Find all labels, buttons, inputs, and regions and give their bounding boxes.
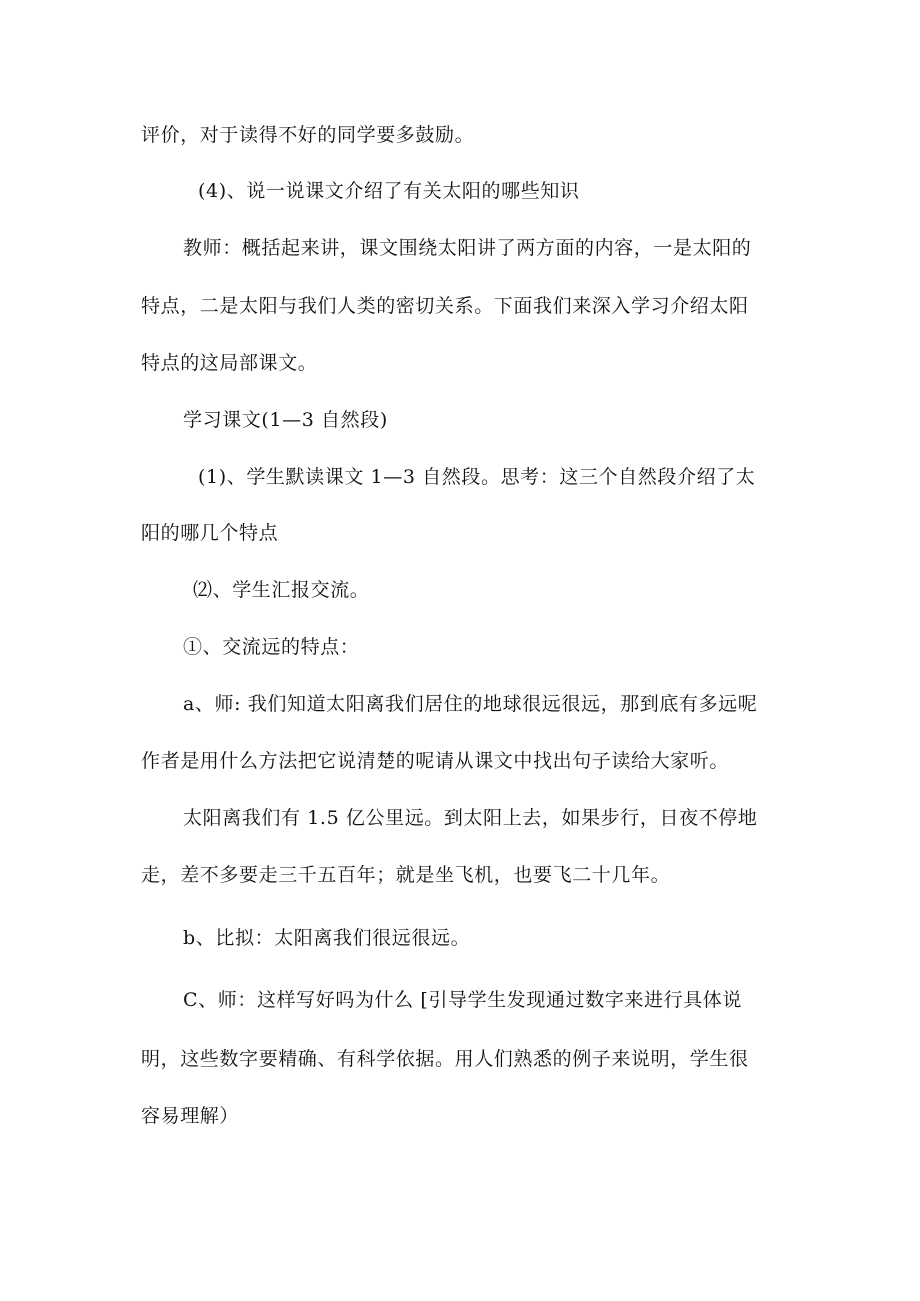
text-line: ①、交流远的特点：: [183, 636, 360, 658]
text-line: a、师: 我们知道太阳离我们居住的地球很远很远，那到底有多远呢: [183, 693, 758, 715]
text-line: (1)、学生默读课文 1—3 自然段。思考：这三个自然段介绍了太: [198, 466, 756, 488]
text-line: 特点，二是太阳与我们人类的密切关系。下面我们来深入学习介绍太阳: [141, 295, 749, 317]
text-line: 学习课文(1—3 自然段): [183, 409, 388, 431]
text-line: (4)、说一说课文介绍了有关太阳的哪些知识: [198, 180, 580, 202]
text-line: 容易理解）: [141, 1105, 240, 1127]
text-line: b、比拟：太阳离我们很远很远。: [183, 927, 471, 949]
text-line: 评价，对于读得不好的同学要多鼓励。: [141, 124, 475, 146]
text-line: C、师：这样写好吗为什么 [引导学生发现通过数字来进行具体说: [183, 989, 742, 1011]
text-line: 太阳离我们有 1.5 亿公里远。到太阳上去，如果步行，日夜不停地: [183, 807, 758, 829]
text-line: 作者是用什么方法把它说清楚的呢请从课文中找出句子读给大家听。: [141, 750, 730, 772]
text-line: 阳的哪几个特点: [141, 522, 279, 544]
text-line: ⑵、学生汇报交流。: [193, 579, 370, 601]
text-line: 明，这些数字要精确、有科学依据。用人们熟悉的例子来说明，学生很: [141, 1048, 749, 1070]
text-line: 教师：概括起来讲，课文围绕太阳讲了两方面的内容，一是太阳的: [183, 237, 752, 259]
text-line: 走，差不多要走三千五百年；就是坐飞机，也要飞二十几年。: [141, 864, 671, 886]
text-line: 特点的这局部课文。: [141, 352, 318, 374]
